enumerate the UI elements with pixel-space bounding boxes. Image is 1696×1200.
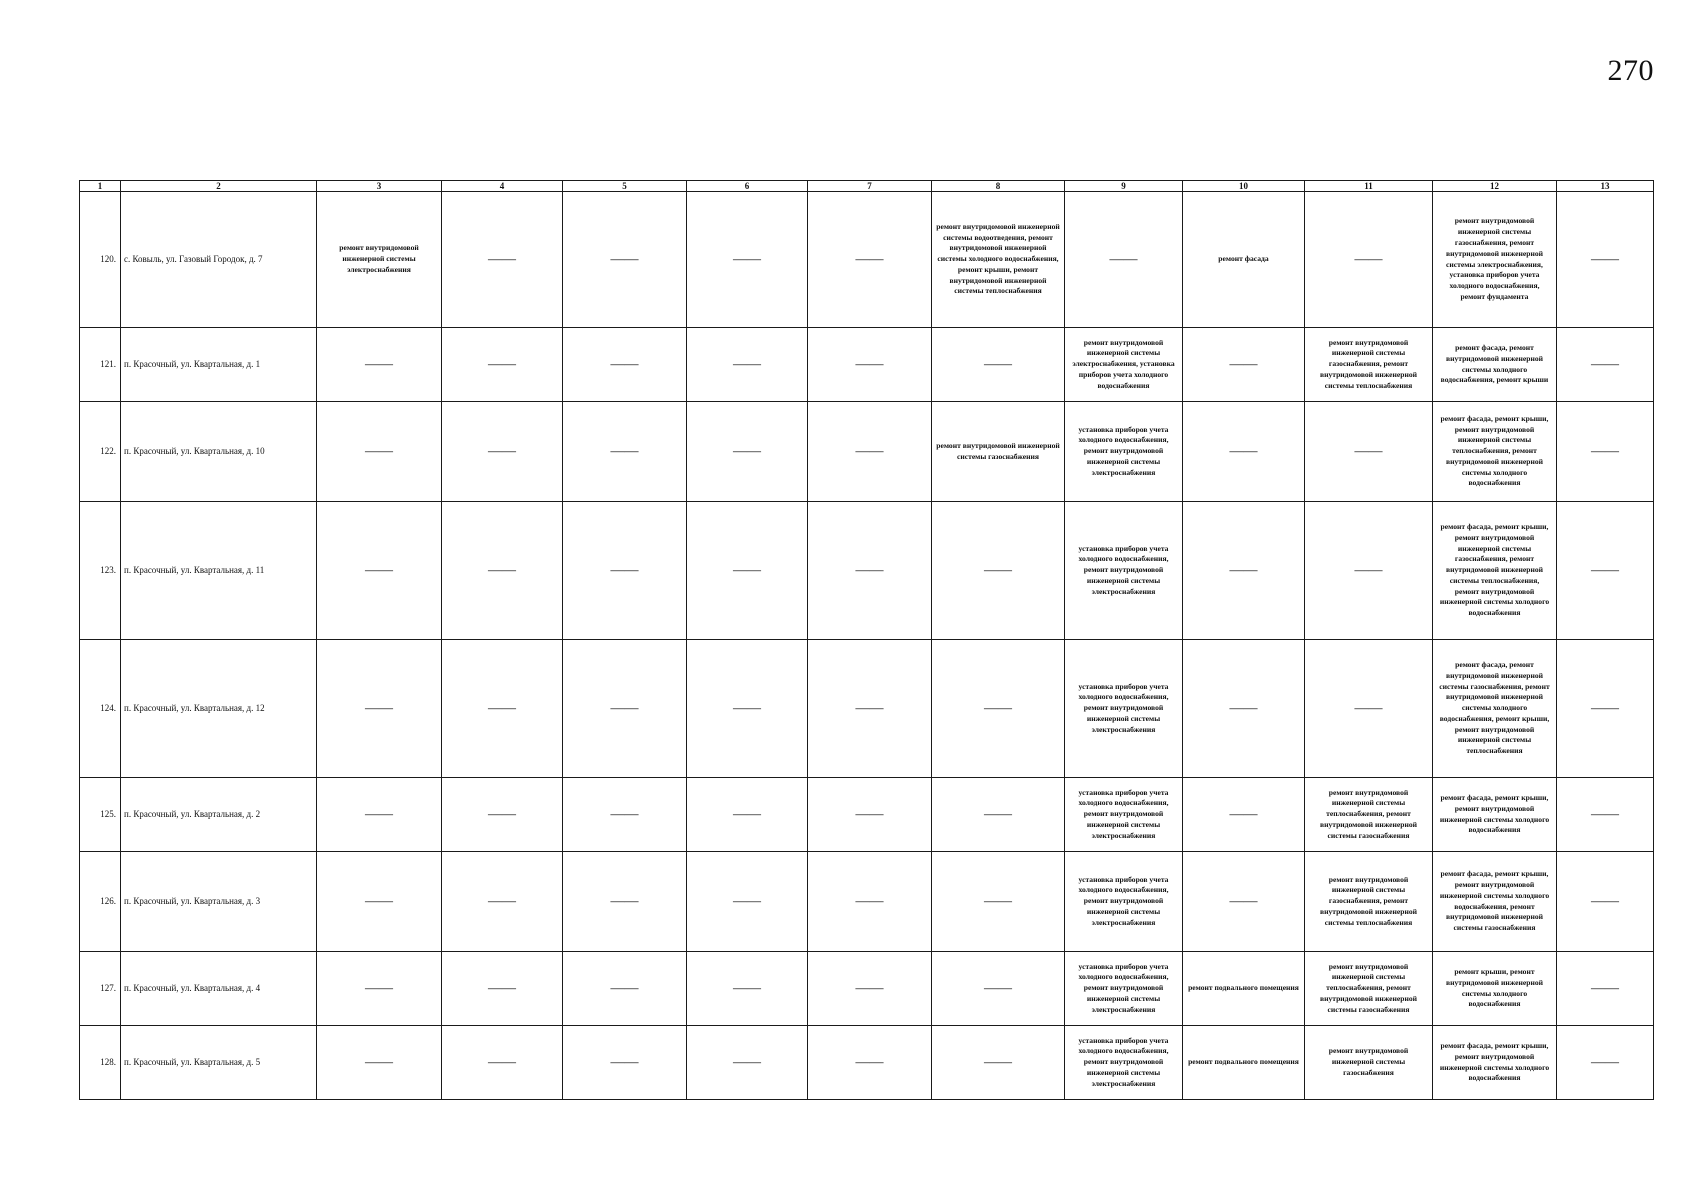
empty-cell (1557, 640, 1654, 778)
dash-placeholder: —— (984, 1054, 1012, 1070)
empty-cell (687, 778, 808, 852)
dash-placeholder: —— (488, 443, 516, 459)
dash-placeholder: —— (733, 893, 761, 909)
address-cell: п. Красочный, ул. Квартальная, д. 2 (121, 778, 317, 852)
empty-cell (442, 1026, 563, 1100)
dash-placeholder: —— (488, 356, 516, 372)
empty-cell (932, 852, 1065, 952)
empty-cell (808, 952, 932, 1026)
row-number: 124. (80, 640, 121, 778)
dash-placeholder: —— (610, 980, 639, 996)
empty-cell (932, 328, 1065, 402)
empty-cell (317, 640, 442, 778)
row-number: 125. (80, 778, 121, 852)
page-number: 270 (1607, 54, 1654, 87)
dash-placeholder: —— (610, 806, 639, 822)
dash-placeholder: —— (1591, 251, 1619, 267)
table-row (80, 1026, 1654, 1100)
column-header: 13 (1557, 181, 1654, 192)
dash-placeholder: —— (488, 562, 516, 578)
column-header: 12 (1433, 181, 1557, 192)
empty-cell (687, 502, 808, 640)
column-header: 6 (687, 181, 808, 192)
address-cell: п. Красочный, ул. Квартальная, д. 5 (121, 1026, 317, 1100)
dash-placeholder: —— (488, 893, 516, 909)
dash-placeholder: —— (1354, 700, 1383, 716)
row-number: 127. (80, 952, 121, 1026)
empty-cell (932, 502, 1065, 640)
row-number: 123. (80, 502, 121, 640)
row-number: 120. (80, 192, 121, 328)
empty-cell (1557, 502, 1654, 640)
empty-cell (1557, 778, 1654, 852)
dash-placeholder: —— (733, 251, 761, 267)
dash-placeholder: —— (365, 700, 393, 716)
address-cell: п. Красочный, ул. Квартальная, д. 10 (121, 402, 317, 502)
repair-work-cell: ремонт фасада (1183, 192, 1305, 328)
empty-cell (563, 778, 687, 852)
column-header: 3 (317, 181, 442, 192)
dash-placeholder: —— (610, 443, 639, 459)
repair-work-cell: ремонт внутридомовой инженерной системы газоснабжения, ремонт внутридомовой инженерной системы теплоснабжения (1305, 328, 1433, 402)
repair-work-cell: ремонт фасада, ремонт крыши, ремонт внутридомовой инженерной системы холодного водоснабжения (1433, 1026, 1557, 1100)
empty-cell (1183, 640, 1305, 778)
empty-cell (1557, 1026, 1654, 1100)
dash-placeholder: —— (365, 806, 393, 822)
repair-work-cell: установка приборов учета холодного водоснабжения, ремонт внутридомовой инженерной системы электроснабжения (1065, 640, 1183, 778)
empty-cell (687, 952, 808, 1026)
row-number: 128. (80, 1026, 121, 1100)
dash-placeholder: —— (733, 806, 761, 822)
column-header: 5 (563, 181, 687, 192)
empty-cell (1183, 328, 1305, 402)
empty-cell (563, 402, 687, 502)
repair-work-cell: установка приборов учета холодного водоснабжения, ремонт внутридомовой инженерной системы электроснабжения (1065, 778, 1183, 852)
empty-cell (442, 402, 563, 502)
address-cell: п. Красочный, ул. Квартальная, д. 11 (121, 502, 317, 640)
repair-work-cell: установка приборов учета холодного водоснабжения, ремонт внутридомовой инженерной системы электроснабжения (1065, 952, 1183, 1026)
dash-placeholder: —— (488, 1054, 516, 1070)
empty-cell (1183, 502, 1305, 640)
empty-cell (932, 952, 1065, 1026)
dash-placeholder: —— (610, 562, 639, 578)
empty-cell (317, 402, 442, 502)
empty-cell (317, 1026, 442, 1100)
dash-placeholder: —— (1229, 356, 1258, 372)
dash-placeholder: —— (984, 700, 1012, 716)
repair-work-cell: ремонт крыши, ремонт внутридомовой инженерной системы холодного водоснабжения (1433, 952, 1557, 1026)
empty-cell (442, 778, 563, 852)
empty-cell (563, 328, 687, 402)
dash-placeholder: —— (1591, 806, 1619, 822)
repair-work-cell: установка приборов учета холодного водоснабжения, ремонт внутридомовой инженерной системы электроснабжения (1065, 1026, 1183, 1100)
empty-cell (317, 502, 442, 640)
empty-cell (442, 502, 563, 640)
empty-cell (563, 640, 687, 778)
dash-placeholder: —— (1591, 356, 1619, 372)
dash-placeholder: —— (365, 356, 393, 372)
dash-placeholder: —— (1591, 443, 1619, 459)
empty-cell (808, 402, 932, 502)
dash-placeholder: —— (1229, 700, 1258, 716)
row-number: 121. (80, 328, 121, 402)
repair-work-cell: ремонт фасада, ремонт крыши, ремонт внутридомовой инженерной системы холодного водоснабжения (1433, 778, 1557, 852)
empty-cell (563, 192, 687, 328)
empty-cell (808, 640, 932, 778)
column-header: 1 (80, 181, 121, 192)
table-row (80, 640, 1654, 778)
empty-cell (687, 852, 808, 952)
dash-placeholder: —— (984, 893, 1012, 909)
table-row (80, 952, 1654, 1026)
empty-cell (687, 192, 808, 328)
dash-placeholder: —— (733, 356, 761, 372)
column-header: 8 (932, 181, 1065, 192)
address-cell: п. Красочный, ул. Квартальная, д. 12 (121, 640, 317, 778)
dash-placeholder: —— (855, 356, 884, 372)
dash-placeholder: —— (855, 251, 884, 267)
table-row (80, 852, 1654, 952)
column-number-header-row (80, 181, 1654, 192)
dash-placeholder: —— (365, 1054, 393, 1070)
empty-cell (1305, 402, 1433, 502)
repair-plan-table-container (79, 180, 1653, 1100)
column-header: 9 (1065, 181, 1183, 192)
dash-placeholder: —— (984, 356, 1012, 372)
empty-cell (317, 328, 442, 402)
empty-cell (1183, 778, 1305, 852)
repair-work-cell: ремонт внутридомовой инженерной системы электроснабжения (317, 192, 442, 328)
empty-cell (808, 852, 932, 952)
repair-work-cell: ремонт внутридомовой инженерной системы водоотведения, ремонт внутридомовой инженерной системы холодного водоснабжения, ремонт крыши, ремонт внутридомовой инженерной системы теплоснабжения (932, 192, 1065, 328)
dash-placeholder: —— (733, 1054, 761, 1070)
dash-placeholder: —— (1591, 980, 1619, 996)
dash-placeholder: —— (855, 806, 884, 822)
dash-placeholder: —— (984, 806, 1012, 822)
empty-cell (1183, 852, 1305, 952)
repair-work-cell: ремонт фасада, ремонт крыши, ремонт внутридомовой инженерной системы теплоснабжения, ремонт внутридомовой инженерной системы холодного водоснабжения (1433, 402, 1557, 502)
row-number: 126. (80, 852, 121, 952)
table-row (80, 778, 1654, 852)
column-header: 2 (121, 181, 317, 192)
repair-work-cell: установка приборов учета холодного водоснабжения, ремонт внутридомовой инженерной системы электроснабжения (1065, 502, 1183, 640)
empty-cell (687, 1026, 808, 1100)
dash-placeholder: —— (610, 251, 639, 267)
dash-placeholder: —— (1591, 1054, 1619, 1070)
empty-cell (563, 502, 687, 640)
dash-placeholder: —— (610, 1054, 639, 1070)
dash-placeholder: —— (733, 700, 761, 716)
address-cell: п. Красочный, ул. Квартальная, д. 4 (121, 952, 317, 1026)
repair-work-cell: ремонт фасада, ремонт крыши, ремонт внутридомовой инженерной системы газоснабжения, ремонт внутридомовой инженерной системы теплоснабжения, ремонт внутридомовой инженерной системы холодного водоснабжения (1433, 502, 1557, 640)
column-header: 10 (1183, 181, 1305, 192)
empty-cell (442, 952, 563, 1026)
empty-cell (808, 328, 932, 402)
empty-cell (808, 1026, 932, 1100)
dash-placeholder: —— (610, 893, 639, 909)
empty-cell (932, 640, 1065, 778)
repair-work-cell: ремонт внутридомовой инженерной системы электроснабжения, установка приборов учета холодного водоснабжения (1065, 328, 1183, 402)
dash-placeholder: —— (855, 443, 884, 459)
empty-cell (1183, 402, 1305, 502)
empty-cell (442, 192, 563, 328)
dash-placeholder: —— (488, 980, 516, 996)
empty-cell (563, 852, 687, 952)
empty-cell (563, 1026, 687, 1100)
empty-cell (317, 852, 442, 952)
repair-work-cell: ремонт фасада, ремонт внутридомовой инженерной системы холодного водоснабжения, ремонт крыши (1433, 328, 1557, 402)
empty-cell (932, 1026, 1065, 1100)
table-row (80, 328, 1654, 402)
dash-placeholder: —— (1354, 443, 1383, 459)
dash-placeholder: —— (984, 562, 1012, 578)
dash-placeholder: —— (488, 251, 516, 267)
dash-placeholder: —— (365, 443, 393, 459)
dash-placeholder: —— (610, 700, 639, 716)
empty-cell (442, 852, 563, 952)
dash-placeholder: —— (855, 1054, 884, 1070)
dash-placeholder: —— (365, 562, 393, 578)
empty-cell (932, 778, 1065, 852)
dash-placeholder: —— (488, 806, 516, 822)
empty-cell (1557, 328, 1654, 402)
column-header: 4 (442, 181, 563, 192)
dash-placeholder: —— (365, 893, 393, 909)
address-cell: п. Красочный, ул. Квартальная, д. 1 (121, 328, 317, 402)
repair-work-cell: ремонт внутридомовой инженерной системы газоснабжения (1305, 1026, 1433, 1100)
dash-placeholder: —— (984, 980, 1012, 996)
dash-placeholder: —— (1354, 562, 1383, 578)
dash-placeholder: —— (1229, 443, 1258, 459)
empty-cell (1305, 502, 1433, 640)
repair-work-cell: установка приборов учета холодного водоснабжения, ремонт внутридомовой инженерной системы электроснабжения (1065, 402, 1183, 502)
empty-cell (442, 640, 563, 778)
empty-cell (687, 328, 808, 402)
dash-placeholder: —— (1229, 893, 1258, 909)
repair-work-cell: ремонт фасада, ремонт крыши, ремонт внутридомовой инженерной системы холодного водоснабжения, ремонт внутридомовой инженерной системы газоснабжения (1433, 852, 1557, 952)
empty-cell (1305, 640, 1433, 778)
repair-work-cell: ремонт внутридомовой инженерной системы газоснабжения, ремонт внутридомовой инженерной системы теплоснабжения (1305, 852, 1433, 952)
dash-placeholder: —— (733, 980, 761, 996)
empty-cell (687, 402, 808, 502)
dash-placeholder: —— (855, 980, 884, 996)
dash-placeholder: —— (365, 980, 393, 996)
table-row (80, 502, 1654, 640)
dash-placeholder: —— (1591, 700, 1619, 716)
dash-placeholder: —— (1109, 251, 1138, 267)
dash-placeholder: —— (1229, 806, 1258, 822)
empty-cell (1305, 192, 1433, 328)
column-header: 11 (1305, 181, 1433, 192)
dash-placeholder: —— (855, 893, 884, 909)
row-number: 122. (80, 402, 121, 502)
repair-work-cell: ремонт внутридомовой инженерной системы теплоснабжения, ремонт внутридомовой инженерной системы газоснабжения (1305, 778, 1433, 852)
dash-placeholder: —— (733, 443, 761, 459)
repair-work-cell: ремонт внутридомовой инженерной системы теплоснабжения, ремонт внутридомовой инженерной системы газоснабжения (1305, 952, 1433, 1026)
table-row (80, 192, 1654, 328)
empty-cell (317, 778, 442, 852)
dash-placeholder: —— (1354, 251, 1383, 267)
empty-cell (1557, 192, 1654, 328)
repair-work-cell: ремонт фасада, ремонт внутридомовой инженерной системы газоснабжения, ремонт внутридомовой инженерной системы холодного водоснабжения, ремонт крыши, ремонт внутридомовой инженерной системы теплоснабжения (1433, 640, 1557, 778)
column-header: 7 (808, 181, 932, 192)
repair-work-cell: ремонт подвального помещения (1183, 952, 1305, 1026)
empty-cell (563, 952, 687, 1026)
dash-placeholder: —— (488, 700, 516, 716)
empty-cell (808, 778, 932, 852)
repair-work-cell: ремонт внутридомовой инженерной системы газоснабжения, ремонт внутридомовой инженерной системы электроснабжения, установка приборов учета холодного водоснабжения, ремонт фундамента (1433, 192, 1557, 328)
empty-cell (1557, 952, 1654, 1026)
empty-cell (687, 640, 808, 778)
dash-placeholder: —— (1591, 893, 1619, 909)
empty-cell (808, 502, 932, 640)
table-row (80, 402, 1654, 502)
dash-placeholder: —— (1229, 562, 1258, 578)
repair-plan-table (79, 180, 1654, 1100)
address-cell: п. Красочный, ул. Квартальная, д. 3 (121, 852, 317, 952)
empty-cell (808, 192, 932, 328)
empty-cell (1557, 852, 1654, 952)
empty-cell (317, 952, 442, 1026)
repair-work-cell: установка приборов учета холодного водоснабжения, ремонт внутридомовой инженерной системы электроснабжения (1065, 852, 1183, 952)
empty-cell (1557, 402, 1654, 502)
repair-work-cell: ремонт подвального помещения (1183, 1026, 1305, 1100)
dash-placeholder: —— (733, 562, 761, 578)
address-cell: с. Ковыль, ул. Газовый Городок, д. 7 (121, 192, 317, 328)
empty-cell (1065, 192, 1183, 328)
dash-placeholder: —— (1591, 562, 1619, 578)
dash-placeholder: —— (855, 562, 884, 578)
dash-placeholder: —— (855, 700, 884, 716)
repair-work-cell: ремонт внутридомовой инженерной системы газоснабжения (932, 402, 1065, 502)
empty-cell (442, 328, 563, 402)
dash-placeholder: —— (610, 356, 639, 372)
table-body (80, 192, 1654, 1100)
